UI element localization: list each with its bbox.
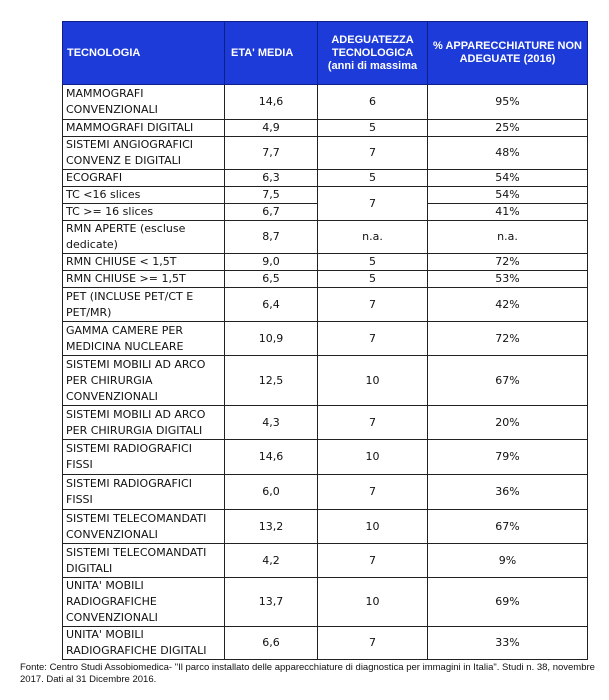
cell-tecnologia: ECOGRAFI bbox=[63, 170, 225, 187]
table-row bbox=[63, 288, 588, 322]
cell-tecnologia: SISTEMI ANGIOGRAFICI CONVENZ E DIGITALI bbox=[63, 137, 225, 170]
cell-percent: 41% bbox=[428, 204, 588, 221]
cell-adeguatezza: 10 bbox=[318, 440, 428, 475]
cell-adeguatezza: n.a. bbox=[318, 221, 428, 254]
table-row bbox=[63, 221, 588, 254]
table-row bbox=[63, 475, 588, 510]
cell-tecnologia: RMN CHIUSE >= 1,5T bbox=[63, 271, 225, 288]
cell-eta-media: 6,7 bbox=[225, 204, 318, 221]
cell-percent: 67% bbox=[428, 510, 588, 544]
cell-tecnologia: SISTEMI MOBILI AD ARCO PER CHIRURGIA DIGITALI bbox=[63, 406, 225, 440]
cell-adeguatezza: 7 bbox=[318, 322, 428, 356]
cell-tecnologia: SISTEMI RADIOGRAFICI FISSI bbox=[63, 440, 225, 475]
table-row bbox=[63, 137, 588, 170]
table-row bbox=[63, 170, 588, 187]
header-eta-media: ETA' MEDIA bbox=[225, 22, 318, 85]
header-adeguatezza: ADEGUATEZZA TECNOLOGICA (anni di massima bbox=[318, 22, 428, 85]
cell-tecnologia: GAMMA CAMERE PER MEDICINA NUCLEARE bbox=[63, 322, 225, 356]
cell-percent: 20% bbox=[428, 406, 588, 440]
cell-percent: 53% bbox=[428, 271, 588, 288]
cell-percent: 54% bbox=[428, 187, 588, 204]
cell-percent: 69% bbox=[428, 578, 588, 627]
table-row bbox=[63, 578, 588, 627]
equipment-table bbox=[62, 21, 588, 660]
cell-tecnologia: SISTEMI TELECOMANDATI DIGITALI bbox=[63, 544, 225, 578]
cell-eta-media: 8,7 bbox=[225, 221, 318, 254]
cell-eta-media: 14,6 bbox=[225, 440, 318, 475]
cell-eta-media: 14,6 bbox=[225, 85, 318, 120]
header-tecnologia: TECNOLOGIA bbox=[63, 22, 225, 85]
table-row bbox=[63, 356, 588, 406]
cell-tecnologia: UNITA' MOBILI RADIOGRAFICHE DIGITALI bbox=[63, 627, 225, 660]
cell-percent: 36% bbox=[428, 475, 588, 510]
cell-adeguatezza: 7 bbox=[318, 406, 428, 440]
table-row bbox=[63, 271, 588, 288]
cell-percent: 72% bbox=[428, 254, 588, 271]
cell-tecnologia: PET (INCLUSE PET/CT E PET/MR) bbox=[63, 288, 225, 322]
cell-adeguatezza: 10 bbox=[318, 356, 428, 406]
cell-eta-media: 10,9 bbox=[225, 322, 318, 356]
cell-eta-media: 6,6 bbox=[225, 627, 318, 660]
cell-adeguatezza: 7 bbox=[318, 137, 428, 170]
table-row bbox=[63, 544, 588, 578]
cell-eta-media: 12,5 bbox=[225, 356, 318, 406]
cell-tecnologia: SISTEMI TELECOMANDATI CONVENZIONALI bbox=[63, 510, 225, 544]
cell-percent: 79% bbox=[428, 440, 588, 475]
cell-tecnologia: UNITA' MOBILI RADIOGRAFICHE CONVENZIONALI bbox=[63, 578, 225, 627]
cell-eta-media: 4,2 bbox=[225, 544, 318, 578]
table-row bbox=[63, 120, 588, 137]
header-percent-non-adeguate: % APPARECCHIATURE NON ADEGUATE (2016) bbox=[428, 22, 588, 85]
cell-tecnologia: TC <16 slices bbox=[63, 187, 225, 204]
cell-percent: 42% bbox=[428, 288, 588, 322]
table-row bbox=[63, 406, 588, 440]
cell-tecnologia: TC >= 16 slices bbox=[63, 204, 225, 221]
cell-tecnologia: RMN CHIUSE < 1,5T bbox=[63, 254, 225, 271]
cell-percent: 54% bbox=[428, 170, 588, 187]
cell-percent: n.a. bbox=[428, 221, 588, 254]
cell-tecnologia: MAMMOGRAFI CONVENZIONALI bbox=[63, 85, 225, 120]
cell-percent: 72% bbox=[428, 322, 588, 356]
cell-adeguatezza: 7 bbox=[318, 627, 428, 660]
cell-tecnologia: RMN APERTE (escluse dedicate) bbox=[63, 221, 225, 254]
cell-adeguatezza: 5 bbox=[318, 120, 428, 137]
cell-percent: 9% bbox=[428, 544, 588, 578]
cell-adeguatezza: 5 bbox=[318, 170, 428, 187]
cell-eta-media: 6,0 bbox=[225, 475, 318, 510]
table-row bbox=[63, 627, 588, 660]
cell-tecnologia: SISTEMI MOBILI AD ARCO PER CHIRURGIA CONVENZIONALI bbox=[63, 356, 225, 406]
cell-adeguatezza: 10 bbox=[318, 510, 428, 544]
cell-percent: 95% bbox=[428, 85, 588, 120]
cell-percent: 67% bbox=[428, 356, 588, 406]
cell-adeguatezza: 7 bbox=[318, 544, 428, 578]
cell-tecnologia: MAMMOGRAFI DIGITALI bbox=[63, 120, 225, 137]
cell-eta-media: 6,4 bbox=[225, 288, 318, 322]
cell-adeguatezza: 7 bbox=[318, 475, 428, 510]
cell-eta-media: 6,3 bbox=[225, 170, 318, 187]
cell-eta-media: 9,0 bbox=[225, 254, 318, 271]
cell-eta-media: 7,5 bbox=[225, 187, 318, 204]
cell-adeguatezza: 5 bbox=[318, 254, 428, 271]
cell-eta-media: 13,7 bbox=[225, 578, 318, 627]
cell-eta-media: 6,5 bbox=[225, 271, 318, 288]
cell-eta-media: 4,9 bbox=[225, 120, 318, 137]
table-row bbox=[63, 322, 588, 356]
table-row bbox=[63, 440, 588, 475]
cell-adeguatezza: 10 bbox=[318, 578, 428, 627]
table-row bbox=[63, 254, 588, 271]
cell-eta-media: 13,2 bbox=[225, 510, 318, 544]
cell-percent: 33% bbox=[428, 627, 588, 660]
cell-percent: 25% bbox=[428, 120, 588, 137]
table-header-row bbox=[63, 22, 588, 85]
cell-tecnologia: SISTEMI RADIOGRAFICI FISSI bbox=[63, 475, 225, 510]
cell-adeguatezza: 7 bbox=[318, 187, 428, 221]
table-row bbox=[63, 187, 588, 204]
table-row bbox=[63, 510, 588, 544]
cell-eta-media: 4,3 bbox=[225, 406, 318, 440]
source-note: Fonte: Centro Studi Assobiomedica- "Il parco installato delle apparecchiature di diagnostica per immagini in Italia". Studi n. 38, novembre 2017. Dati al 31 Dicembre 2016. bbox=[20, 662, 595, 685]
cell-percent: 48% bbox=[428, 137, 588, 170]
table-row bbox=[63, 85, 588, 120]
cell-eta-media: 7,7 bbox=[225, 137, 318, 170]
cell-adeguatezza: 6 bbox=[318, 85, 428, 120]
cell-adeguatezza: 7 bbox=[318, 288, 428, 322]
cell-adeguatezza: 5 bbox=[318, 271, 428, 288]
